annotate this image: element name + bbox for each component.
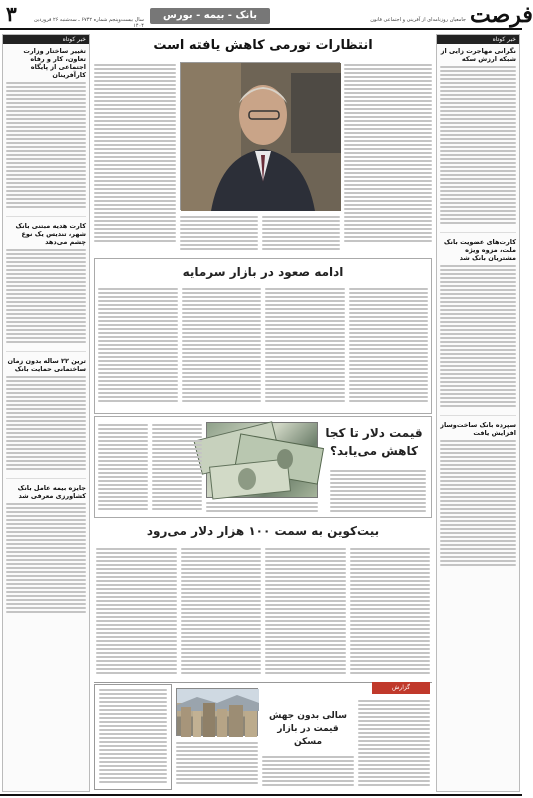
footer-rule [0,794,522,796]
newspaper-logo: فرصت [470,2,533,28]
advertisement-box [94,684,172,790]
sidebar-body [3,376,89,476]
dollar-headline: قیمت دلار تا کجا کاهش می‌یابد؟ [325,426,423,458]
lead-text-bottom [180,214,340,252]
paper-description: جامعیان روزنامه‌ای از آفرینی و اجتماعی قانون [370,17,466,23]
sidebar-headline: نگرانی مهاجرت زایی از شبکه ارزش سکه [440,47,516,63]
housing-body-under-title [262,754,354,790]
right-sidebar [436,34,520,792]
market-headline: ادامه صعود در بازار سرمایه [182,265,344,279]
report-tag: گزارش [372,682,430,694]
section-title: بانک - بیمه - بورس [150,8,270,24]
sidebar-body [3,82,89,214]
sidebar-body [3,503,89,619]
bitcoin-headline: بیت‌کوین به سمت ۱۰۰ هزار دلار می‌رود [146,524,380,538]
housing-headline: سالی بدون جهش قیمت در بازار مسکن [269,711,347,747]
sidebar-headline: جایزه بیمه عامل بانک کشاورزی معرفی شد [17,484,86,500]
bitcoin-body [96,546,430,678]
sidebar-headline: کارت هدیه مبتنی بانک شهر، تندیس یک نوع چشم می‌دهد [15,222,86,246]
housing-body-middle [176,740,258,790]
sidebar-headline: کارت‌های عضویت بانک ملت، مزوه ویژه مشتریان بانک شد [443,238,516,262]
lead-photo [180,62,340,210]
lead-headline: انتظارات تورمی کاهش یافته است [153,38,373,53]
housing-body-right [358,698,430,790]
sidebar-headline: تغییر ساختار وزارت تعاون، کار و رفاه اجتماعی از پایگاه کارآفرینان [23,47,86,79]
lead-text-right [344,62,432,250]
dollar-body-right [330,468,426,514]
sidebar-body [3,249,89,349]
lead-text-left [94,62,176,250]
sidebar-tag: خبر کوتاه [437,35,519,44]
sidebar-body [437,265,519,413]
dollar-body-left [98,422,202,514]
sidebar-headline: سپرده بانک ساخت‌وساز افزایش یافت [440,421,516,437]
sidebar-body [437,66,519,230]
housing-photo [176,688,258,736]
issue-info: سال بیست‌وپنجم شماره ۶۷۴۲ ـ سه‌شنبه ۲۶ فروردین ۱۴۰۴ [33,17,144,29]
market-body [98,286,428,410]
sidebar-tag: خبر کوتاه [3,35,89,44]
left-sidebar [2,34,90,792]
page-number: ۳ [6,2,17,26]
sidebar-body [437,440,519,572]
sidebar-headline: ترین ۲۲ ساله بدون زمان ساختمانی حمایت بانک [7,357,86,373]
dollar-body-bottom [206,500,318,514]
dollar-photo [206,422,318,498]
